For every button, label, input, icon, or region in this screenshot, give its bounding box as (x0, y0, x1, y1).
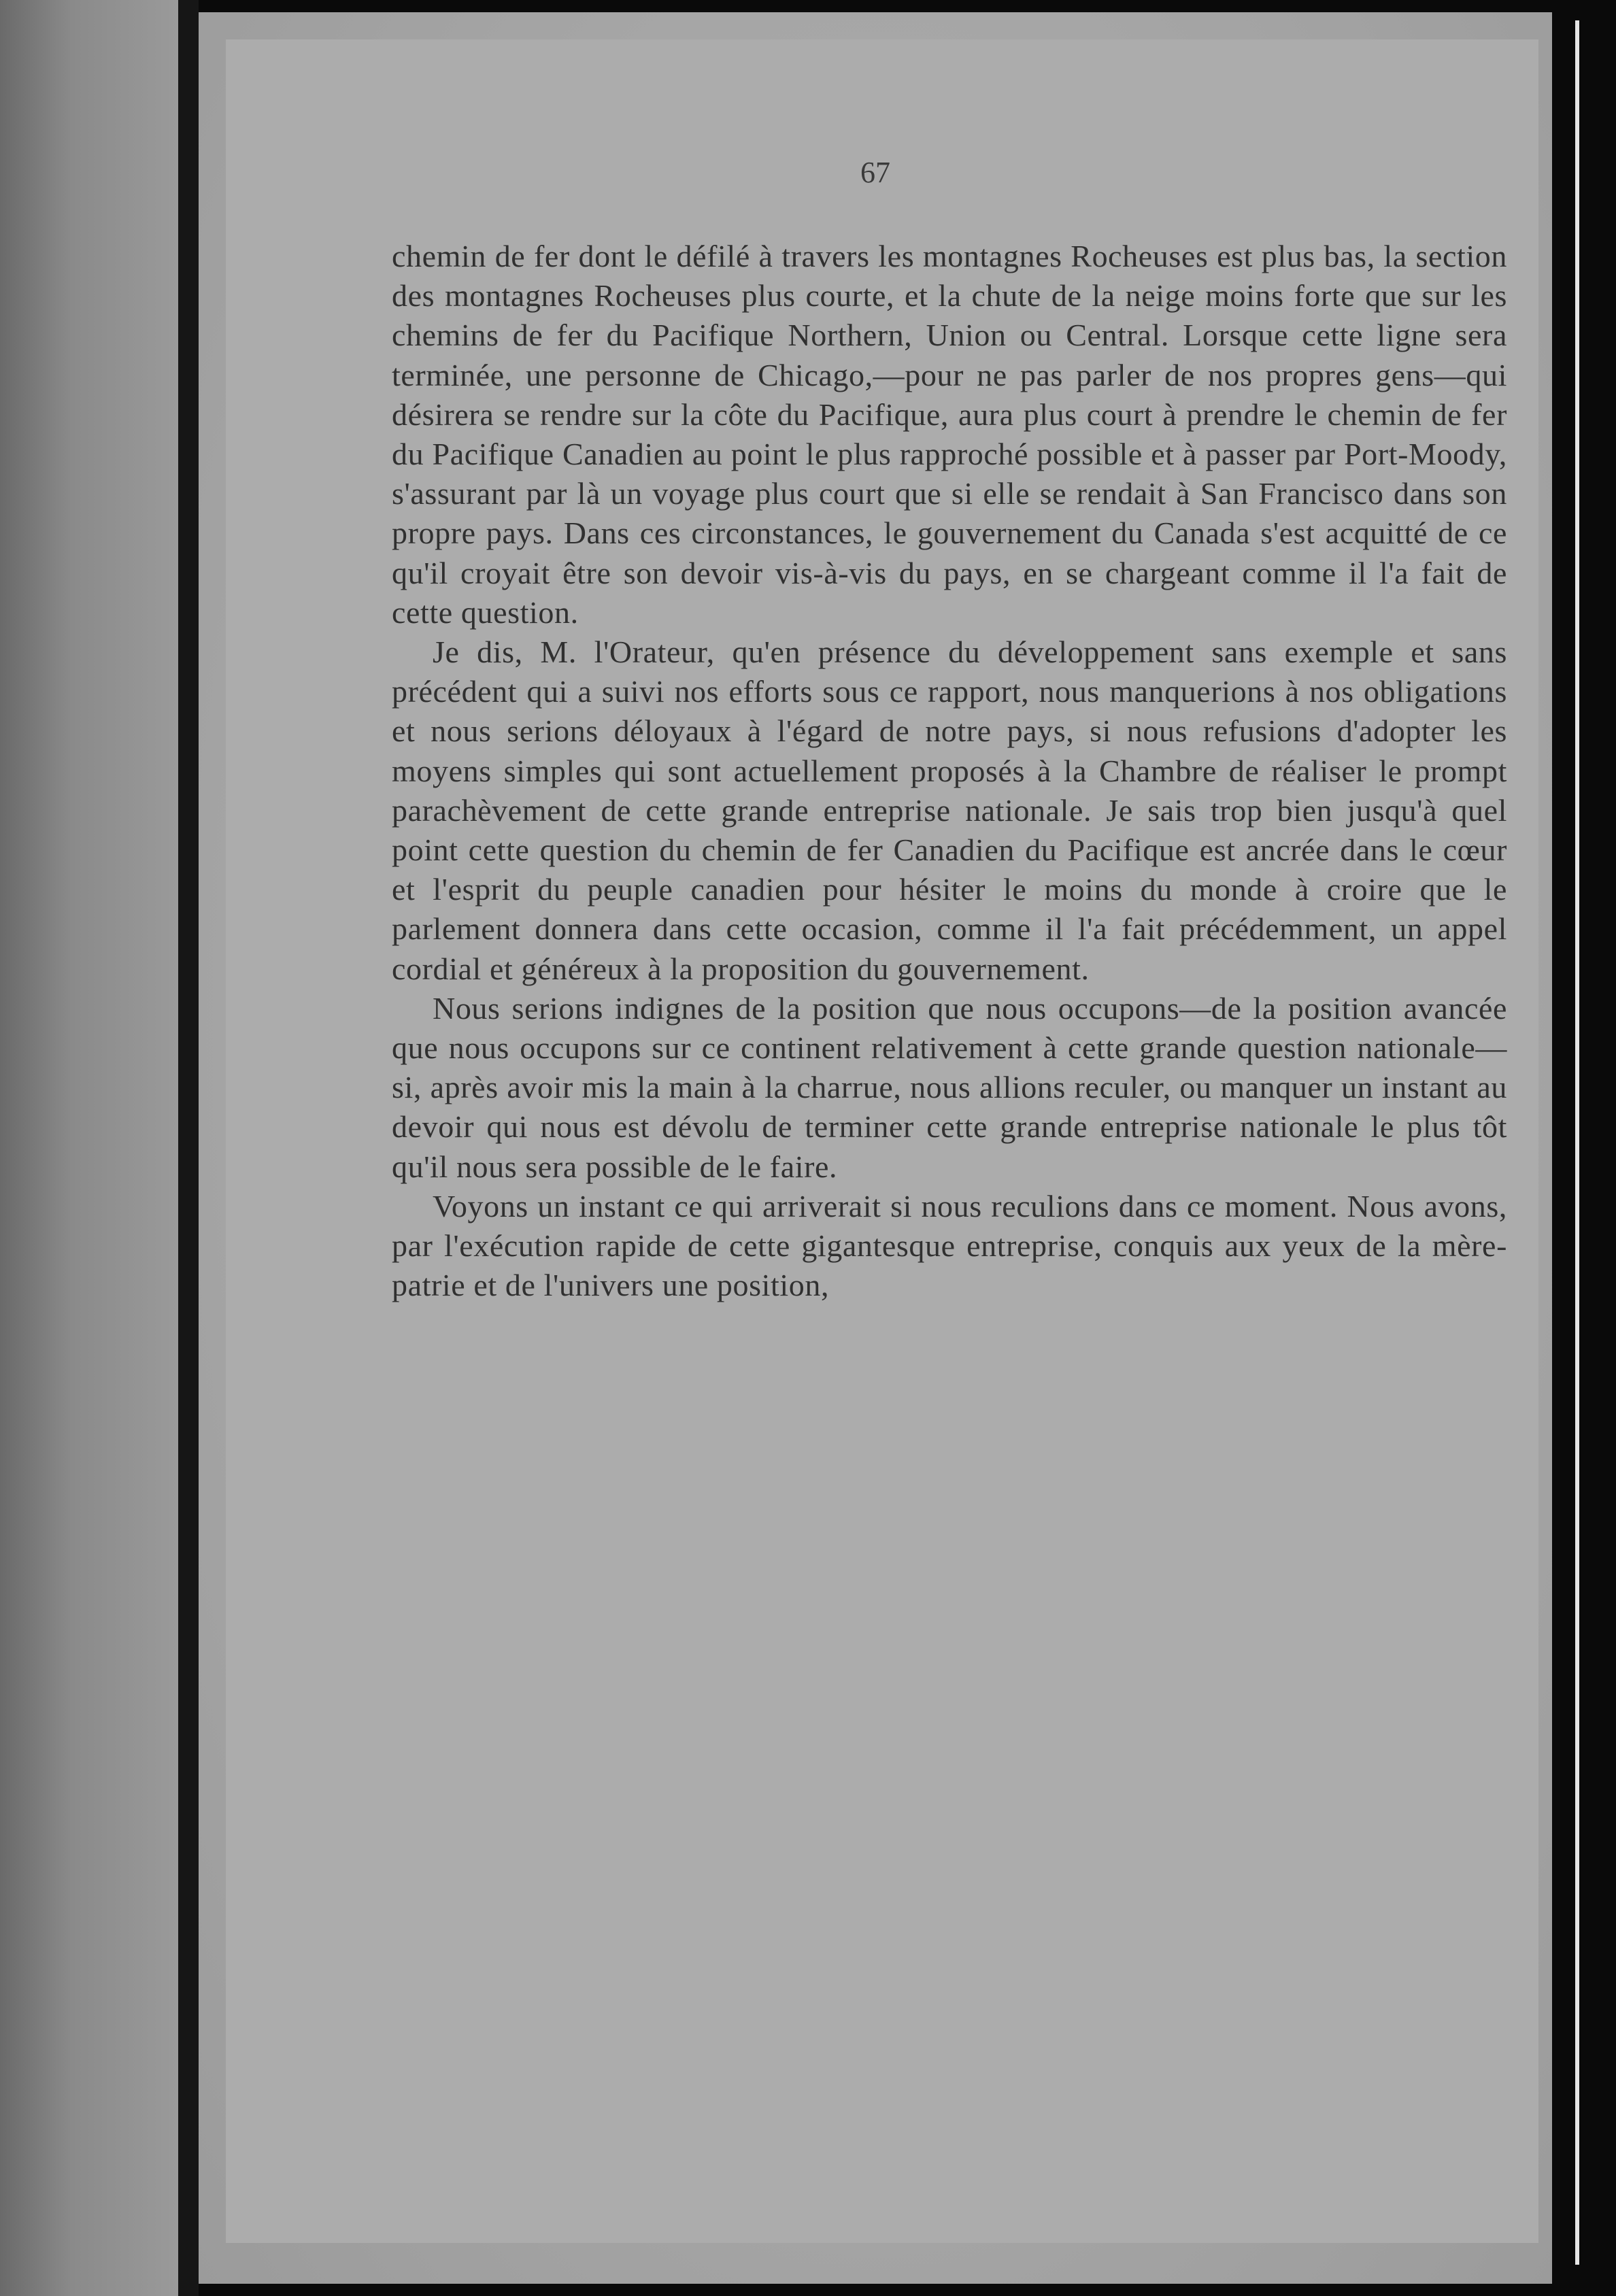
facing-page-edge (0, 0, 178, 2296)
paragraph: chemin de fer dont le défilé à travers les montagnes Rocheuses est plus bas, la section des montagnes Rocheuses plus courte, et la chute de la neige moins forte que sur les chemins de fer du Pacifique Northern, Union ou Central. Lorsque cette ligne sera terminée, une personne de Chicago,—pour ne pas parler de nos propres gens—qui désirera se rendre sur la côte du Pacifique, aura plus court à prendre le chemin de fer du Pacifique Canadien au point le plus rapproché possible et à passer par Port-Moody, s'assurant par là un voyage plus court que si elle se rendait à San Francisco dans son propre pays. Dans ces circonstances, le gouvernement du Canada s'est acquitté de ce qu'il croyait être son devoir vis-à-vis du pays, en se chargeant comme il l'a fait de cette question. (392, 239, 1507, 630)
paragraph: Je dis, M. l'Orateur, qu'en présence du développement sans exemple et sans précédent qui a suivi nos efforts sous ce rapport, nous manquerions à nos obligations et nous serions déloyaux à l'égard de notre pays, si nous refusions d'adopter les moyens simples qui sont actuellement proposés à la Chambre de réaliser le prompt parachèvement de cette grande entreprise nationale. Je sais trop bien jusqu'à quel point cette question du chemin de fer Canadien du Pacifique est ancrée dans le cœur et l'esprit du peuple canadien pour hésiter le moins du monde à croire que le parlement donnera dans cette occasion, comme il l'a fait précédemment, un appel cordial et généreux à la proposition du gouvernement. (392, 635, 1507, 986)
paragraph: Nous serions indignes de la position que nous occupons—de la position avancée que nous occupons sur ce continent relativement à cette grande question nationale—si, après avoir mis la main à la charrue, nous allions reculer, ou manquer un instant au devoir qui nous est dévolu de terminer cette grande entreprise nationale le plus tôt qu'il nous sera possible de le faire. (392, 990, 1507, 1184)
gutter-shadow (178, 0, 199, 2296)
scan-edge-line (1575, 20, 1579, 2265)
paragraph: Voyons un instant ce qui arriverait si nous reculions dans ce moment. Nous avons, par l'exécution rapide de cette gigantesque entreprise, conquis aux yeux de la mère-patrie et de l'univers une position, (392, 1188, 1507, 1303)
book-page (199, 12, 1552, 2284)
body-text (392, 237, 1507, 1305)
page-number: 67 (860, 156, 890, 189)
scan-border (1552, 0, 1616, 2296)
